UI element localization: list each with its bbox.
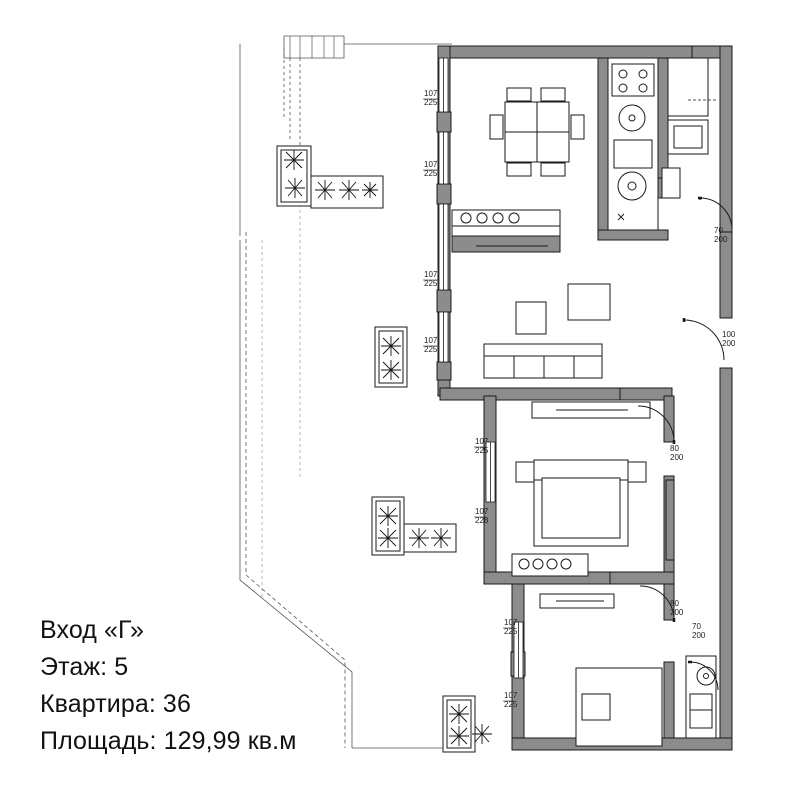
bedroom-2-furniture bbox=[540, 594, 716, 746]
apartment-label: Квартира: 36 bbox=[40, 690, 191, 718]
dimension-label bbox=[692, 622, 706, 640]
dimension-label bbox=[423, 89, 438, 107]
guide-lines bbox=[262, 150, 300, 600]
svg-text:100: 100 bbox=[722, 330, 736, 339]
dimension-label bbox=[670, 444, 684, 462]
dimension-label bbox=[503, 618, 518, 636]
svg-text:107: 107 bbox=[475, 437, 489, 446]
svg-text:107: 107 bbox=[424, 160, 438, 169]
bedroom-1-furniture bbox=[512, 402, 674, 576]
svg-text:80: 80 bbox=[670, 599, 679, 608]
dimension-label bbox=[722, 330, 736, 348]
dining-set bbox=[490, 88, 584, 176]
svg-text:107: 107 bbox=[504, 691, 518, 700]
svg-text:225: 225 bbox=[504, 700, 518, 709]
kitchen-upper-units bbox=[662, 58, 716, 198]
svg-text:228: 228 bbox=[475, 516, 489, 525]
area-label: Площадь: 129,99 кв.м bbox=[40, 727, 297, 755]
balcony-furniture-top bbox=[277, 146, 383, 208]
svg-text:80: 80 bbox=[670, 444, 679, 453]
svg-text:225: 225 bbox=[424, 279, 438, 288]
dimension-label bbox=[670, 599, 684, 617]
svg-text:200: 200 bbox=[670, 453, 684, 462]
svg-text:200: 200 bbox=[692, 631, 706, 640]
balcony-furniture-mid bbox=[375, 327, 407, 387]
doors bbox=[638, 198, 732, 690]
balcony-furniture-low bbox=[372, 497, 456, 555]
svg-text:225: 225 bbox=[504, 627, 518, 636]
dimension-label bbox=[423, 270, 438, 288]
svg-text:107: 107 bbox=[504, 618, 518, 627]
dimension-label bbox=[474, 437, 489, 455]
svg-text:225: 225 bbox=[424, 98, 438, 107]
svg-text:107: 107 bbox=[475, 507, 489, 516]
svg-text:107: 107 bbox=[424, 270, 438, 279]
svg-text:200: 200 bbox=[670, 608, 684, 617]
svg-text:107: 107 bbox=[424, 89, 438, 98]
dimension-label bbox=[423, 336, 438, 354]
dimension-label bbox=[503, 691, 518, 709]
dimension-label bbox=[474, 507, 489, 525]
svg-text:200: 200 bbox=[722, 339, 736, 348]
entrance-label: Вход «Г» bbox=[40, 616, 144, 644]
svg-text:107: 107 bbox=[424, 336, 438, 345]
svg-text:225: 225 bbox=[475, 446, 489, 455]
dimension-label bbox=[423, 160, 438, 178]
svg-text:200: 200 bbox=[714, 235, 728, 244]
svg-text:70: 70 bbox=[692, 622, 701, 631]
kitchen-fittings bbox=[608, 58, 658, 230]
living-room-furniture bbox=[452, 210, 610, 378]
floor-label: Этаж: 5 bbox=[40, 653, 129, 681]
svg-text:70: 70 bbox=[714, 226, 723, 235]
svg-text:225: 225 bbox=[424, 345, 438, 354]
svg-text:225: 225 bbox=[424, 169, 438, 178]
apartment-info bbox=[40, 612, 460, 760]
